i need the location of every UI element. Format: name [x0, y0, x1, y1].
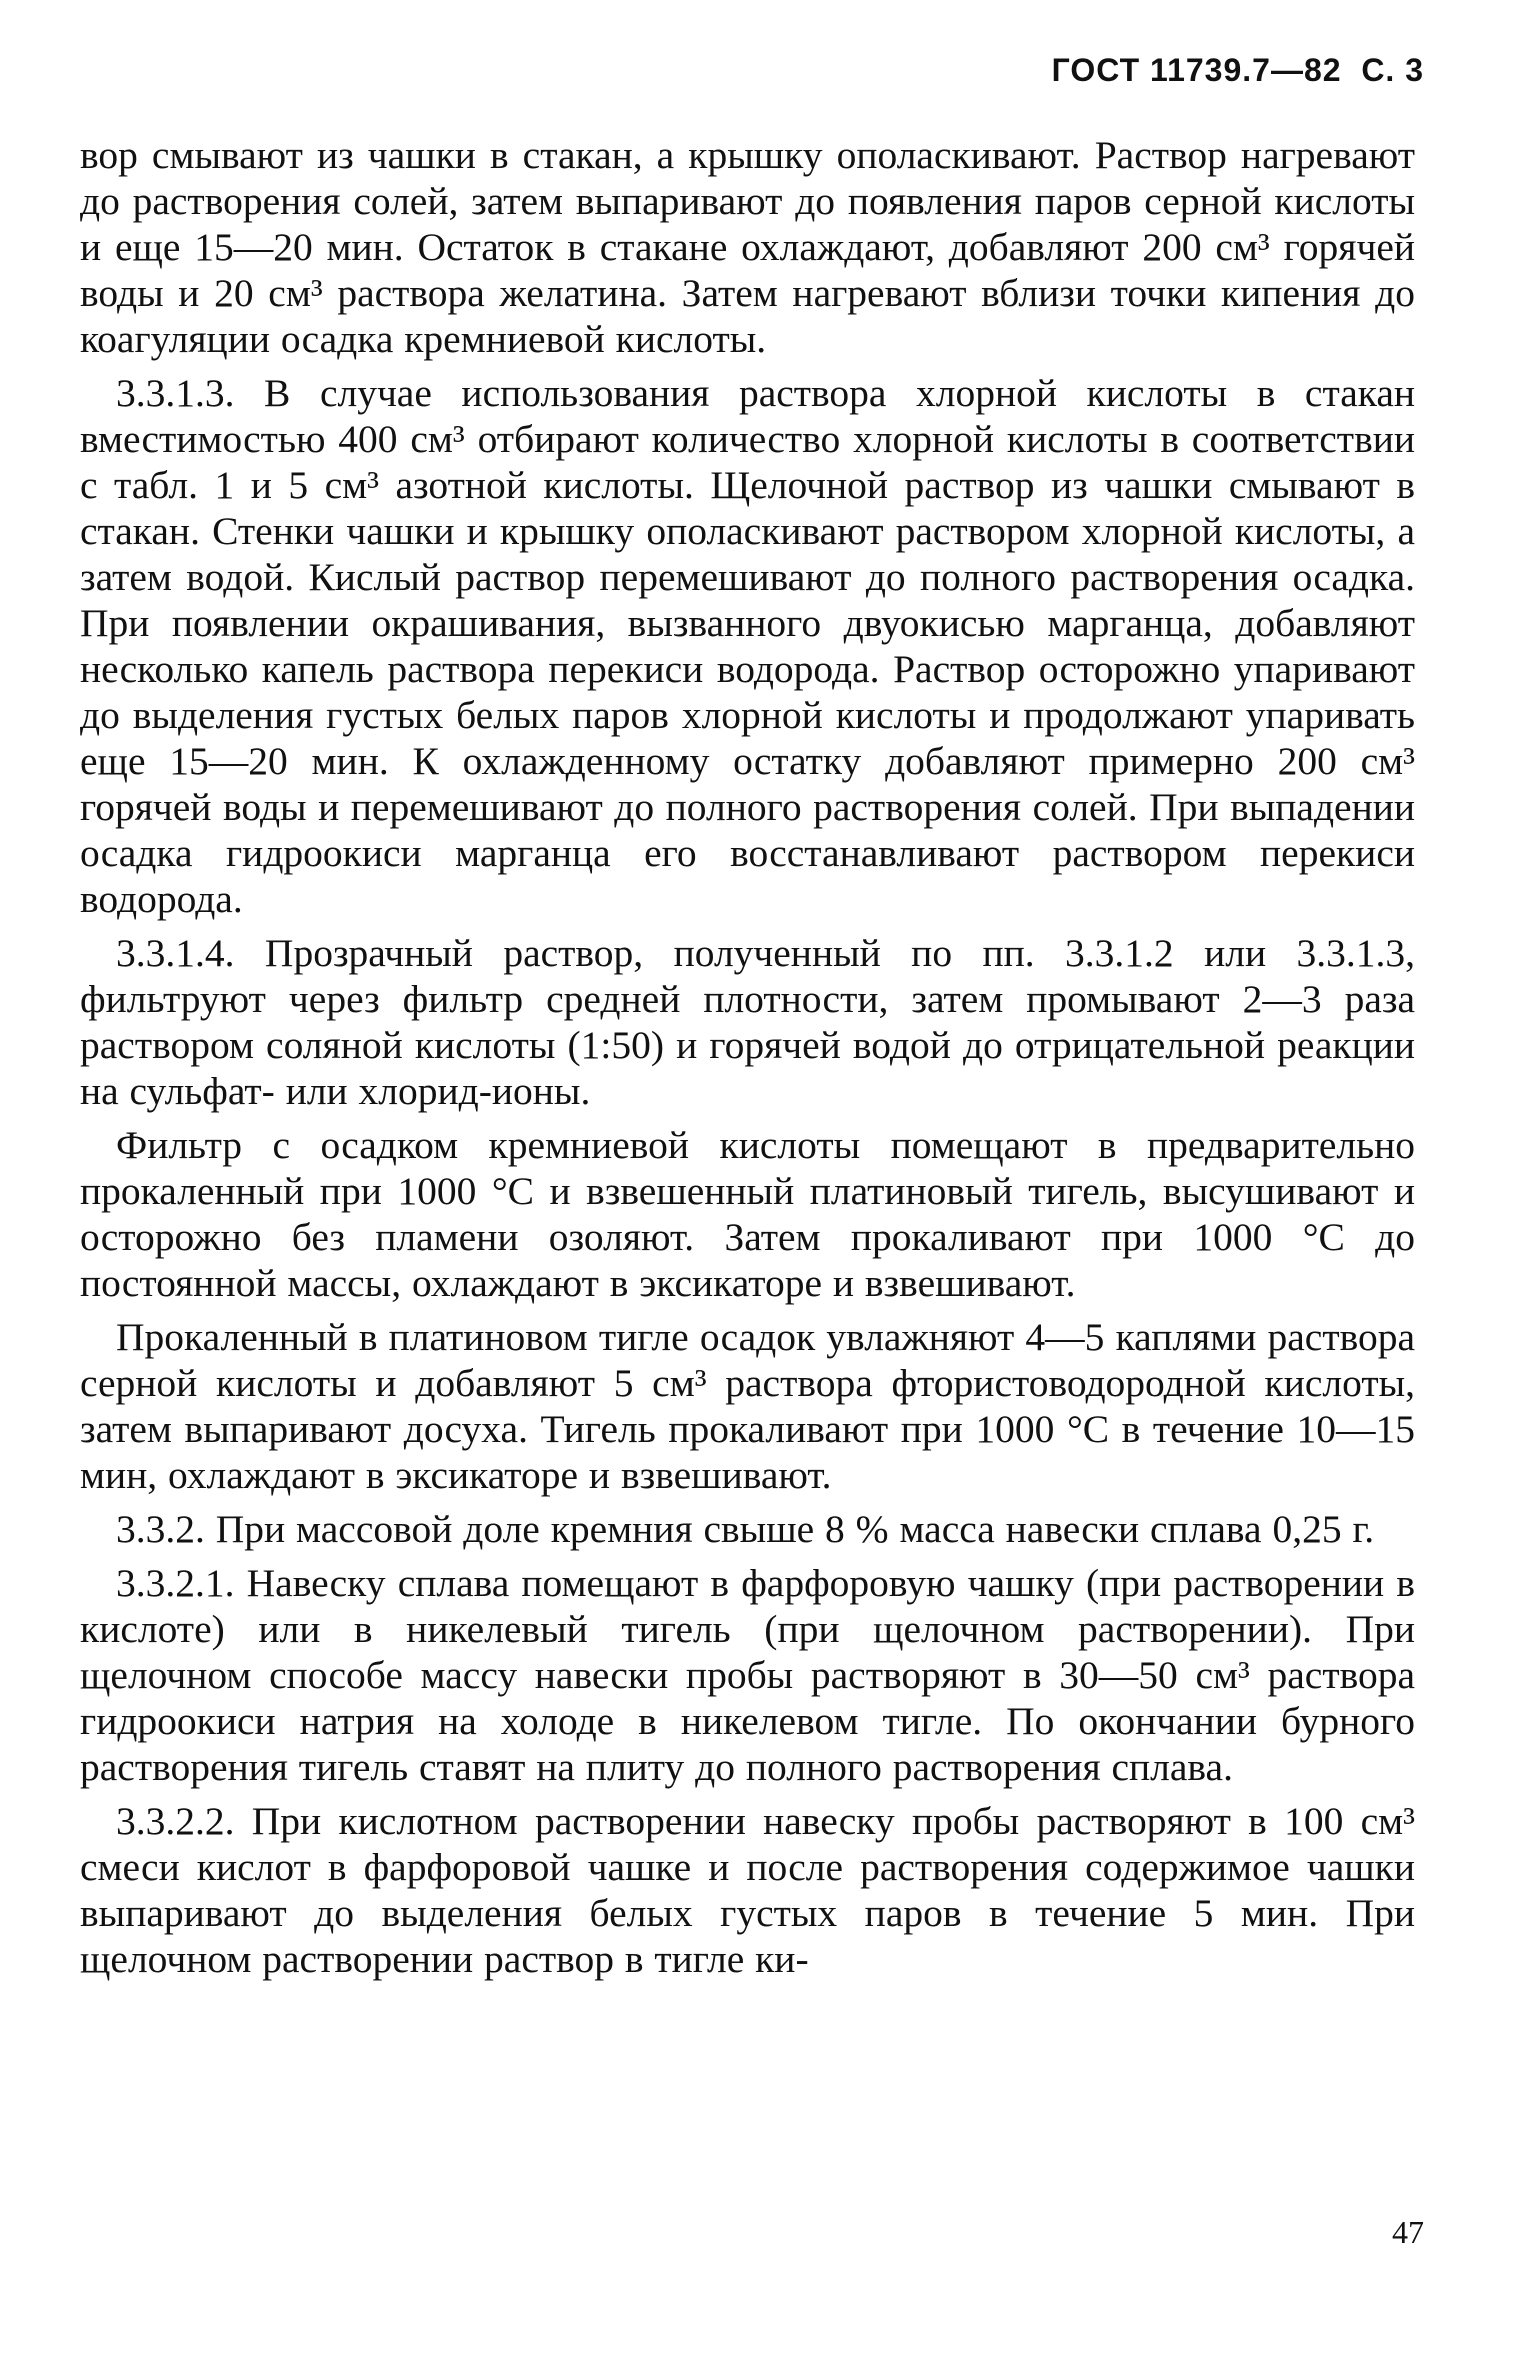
paragraph-3-3-2-1: 3.3.2.1. Навеску сплава помещают в фарфоровую чашку (при растворении в кислоте) или в никелевый тигель (при щелочном растворении). При щелочном способе массу навески пробы растворяют в 30—50 см³ раствора гидроокиси натрия на холоде в никелевом тигле. По окончании бурного растворения тигель ставят на плиту до полного растворения сплава.: [80, 1561, 1415, 1789]
paragraph-3-3-1-4: 3.3.1.4. Прозрачный раствор, полученный по пп. 3.3.1.2 или 3.3.1.3, фильтруют через фильтр средней плотности, затем промывают 2—3 раза раствором соляной кислоты (1:50) и горячей водой до отрицательной реакции на сульфат- или хлорид-ионы.: [80, 931, 1415, 1113]
paragraph-3-3-2: 3.3.2. При массовой доле кремния свыше 8 % масса навески сплава 0,25 г.: [116, 1507, 1375, 1551]
paragraph-hf-treatment: Прокаленный в платиновом тигле осадок увлажняют 4—5 каплями раствора серной кислоты и добавляют 5 см³ раствора фтористоводородной кислоты, затем выпаривают досуха. Тигель прокаливают при 1000 °С в течение 10—15 мин, охлаждают в эксикаторе и взвешивают.: [80, 1315, 1415, 1497]
body-text: [80, 132, 1415, 1990]
paragraph-3-3-1-3: 3.3.1.3. В случае использования раствора хлорной кислоты в стакан вместимостью 400 см³ отбирают количество хлорной кислоты в соответствии с табл. 1 и 5 см³ азотной кислоты. Щелочной раствор из чашки смывают в стакан. Стенки чашки и крышку ополаскивают раствором хлорной кислоты, а затем водой. Кислый раствор перемешивают до полного растворения осадка. При появлении окрашивания, вызванного двуокисью марганца, добавляют несколько капель раствора перекиси водорода. Раствор осторожно упаривают до выделения густых белых паров хлорной кислоты и продолжают упаривать еще 15—20 мин. К охлажденному остатку добавляют примерно 200 см³ горячей воды и перемешивают до полного растворения солей. При выпадении осадка гидроокиси марганца его восстанавливают раствором перекиси водорода.: [80, 371, 1415, 921]
paragraph-filter-calcination: Фильтр с осадком кремниевой кислоты помещают в предварительно прокаленный при 1000 °С и взвешенный платиновый тигель, высушивают и осторожно без пламени озоляют. Затем прокаливают при 1000 °С до постоянной массы, охлаждают в эксикаторе и взвешивают.: [80, 1123, 1415, 1305]
paragraph-continuation: вор смывают из чашки в стакан, а крышку ополаскивают. Раствор нагревают до растворения солей, затем выпаривают до появления паров серной кислоты и еще 15—20 мин. Остаток в стакане охлаждают, добавляют 200 см³ горячей воды и 20 см³ раствора желатина. Затем нагревают вблизи точки кипения до коагуляции осадка кремниевой кислоты.: [80, 133, 1415, 361]
paragraph-3-3-2-2: 3.3.2.2. При кислотном растворении навеску пробы растворяют в 100 см³ смеси кислот в фарфоровой чашке и после растворения содержимое чашки выпаривают до выделения белых густых паров в течение 5 мин. При щелочном растворении раствор в тигле ки-: [80, 1799, 1415, 1981]
page-label: С. 3: [1361, 52, 1424, 88]
page-header: [1052, 52, 1424, 89]
standard-number: ГОСТ 11739.7—82: [1051, 52, 1342, 88]
page-number: 47: [1392, 2214, 1424, 2250]
